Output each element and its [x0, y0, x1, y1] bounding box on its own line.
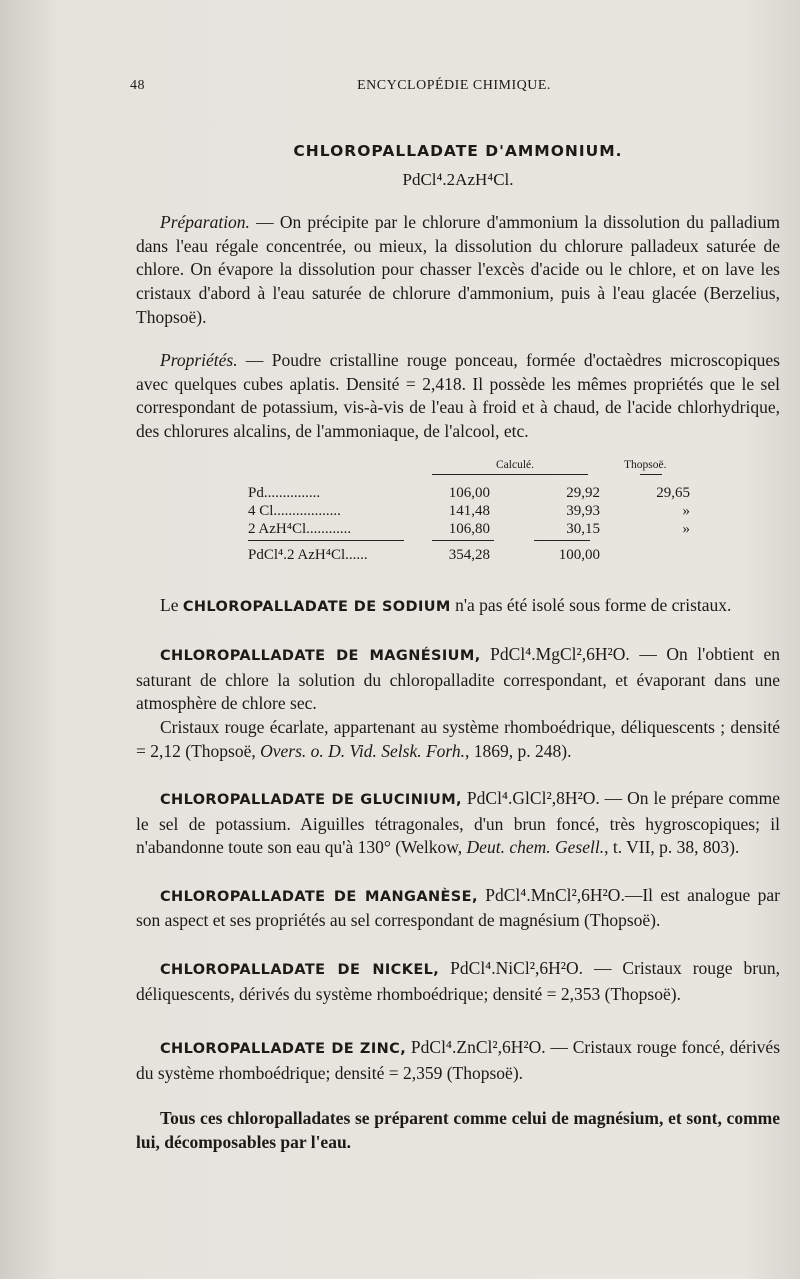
- row-found: »: [682, 520, 690, 537]
- paragraph-glucinium: [136, 787, 780, 860]
- magnesium-reference: Overs. o. D. Vid. Selsk. Forh.: [260, 740, 466, 761]
- paragraph-manganese: [136, 884, 780, 933]
- nickel-name: CHLOROPALLADATE DE NICKEL,: [160, 962, 440, 979]
- paragraph-preparation: [136, 211, 780, 329]
- row-label: Pd...............: [248, 484, 321, 501]
- paragraph-properties: [136, 349, 780, 443]
- calc-brace-rule: [432, 474, 588, 479]
- row-mass: 141,48: [448, 502, 490, 519]
- paragraph-zinc: [136, 1036, 780, 1085]
- row-found: 29,65: [656, 484, 690, 501]
- label-sum-rule: [248, 540, 404, 541]
- table-row: [248, 500, 688, 518]
- magnesium-text2a: Cristaux rouge écarlate, appartenant au système rhomboédrique, déliquescents ; densité = 2,12 (Thopsoë,: [136, 716, 780, 761]
- row-mass: 106,80: [448, 520, 490, 537]
- row-mass: 106,00: [448, 484, 490, 501]
- section-title-ammonium: CHLOROPALLADATE D'AMMONIUM.: [293, 142, 623, 160]
- sodium-text: n'a pas été isolé sous forme de cristaux.: [450, 594, 732, 615]
- paragraph-magnesium: [136, 643, 780, 716]
- magnesium-text2b: , 1869, p. 248).: [465, 740, 572, 761]
- analysis-table: [136, 454, 780, 594]
- glucinium-reference: Deut. chem. Gesell.: [466, 837, 605, 858]
- percent-sum-rule: [534, 540, 590, 541]
- thop-brace-rule: [640, 474, 662, 475]
- column-header-calcule: Calculé.: [496, 458, 534, 471]
- table-row: [248, 482, 688, 500]
- row-found: »: [682, 502, 690, 519]
- properties-text: — Poudre cristalline rouge ponceau, formée d'octaèdres microscopiques avec quelques cubes aplatis. Densité = 2,418. Il possède les mêmes propriétés que le sel correspondant de potassium, vis-à-vis de l'eau à froid et à chaud, de l'acide chlorhydrique, des chlorures alcalins, de l'ammoniaque, de l'alcool, etc.: [136, 350, 780, 441]
- row-percent: 39,93: [566, 502, 600, 519]
- page-content: [136, 140, 780, 1155]
- paragraph-conclusion: Tous ces chloropalladates se préparent comme celui de magnésium, et sont, comme lui, décomposables par l'eau.: [136, 1108, 780, 1153]
- row-label: PdCl⁴.2 AzH⁴Cl......: [248, 546, 368, 563]
- row-percent: 100,00: [558, 546, 600, 563]
- manganese-name: CHLOROPALLADATE DE MANGANÈSE,: [160, 888, 478, 905]
- magnesium-text: PdCl⁴.MgCl²,6H²O. — On l'obtient en saturant de chlore la solution du chloropalladite correspondant, et évaporant dans une atmosphère de chlore sec.: [136, 644, 780, 714]
- preparation-text: — On précipite par le chlorure d'ammonium la dissolution du palladium dans l'eau régale concentrée, ou mieux, la dissolution du chlorure palladeux saturée de chlore. On évapore la dissolution pour chasser l'excès d'acide ou le chlore, et on lave les cristaux d'abord à l'eau saturée de chlorure d'ammonium, puis à l'eau glacée (Berzelius, Thopsoë).: [136, 212, 780, 327]
- nickel-text: PdCl⁴.NiCl²,6H²O. — Cristaux rouge brun, déliquescents, dérivés du système rhomboédrique; densité = 2,353 (Thopsoë).: [136, 958, 780, 1004]
- row-percent: 30,15: [566, 520, 600, 537]
- paragraph-nickel: [136, 957, 780, 1006]
- paragraph-magnesium-2: [136, 716, 780, 763]
- row-label: 4 Cl..................: [248, 502, 341, 519]
- page-number: 48: [130, 78, 145, 93]
- ammonium-formula: PdCl⁴.2AzH⁴Cl.: [402, 169, 514, 189]
- glucinium-text-end: , t. VII, p. 38, 803).: [604, 837, 740, 858]
- sodium-prefix: Le: [160, 594, 183, 615]
- sodium-name: CHLOROPALLADATE DE SODIUM: [182, 598, 451, 615]
- zinc-name: CHLOROPALLADATE DE ZINC,: [160, 1041, 407, 1058]
- glucinium-text: PdCl⁴.GlCl²,8H²O. — On le prépare comme le sel de potassium. Aiguilles tétragonales, d'un brun foncé, très hygroscopiques; il n'abandonne toute son eau qu'à 130° (Welkow,: [136, 788, 780, 858]
- zinc-text: PdCl⁴.ZnCl²,6H²O. — Cristaux rouge foncé, dérivés du système rhomboédrique; densité = 2,359 (Thopsoë).: [136, 1037, 781, 1083]
- table-row: [248, 518, 688, 536]
- column-header-thopsoe: Thopsoë.: [624, 458, 667, 471]
- row-mass: 354,28: [448, 546, 490, 563]
- row-label: 2 AzH⁴Cl............: [248, 520, 352, 537]
- mass-sum-rule: [432, 540, 494, 541]
- magnesium-name: CHLOROPALLADATE DE MAGNÉSIUM,: [160, 648, 481, 665]
- manganese-text: PdCl⁴.MnCl²,6H²O.—Il est analogue par son aspect et ses propriétés au sel correspondant de magnésium (Thopsoë).: [136, 884, 780, 931]
- glucinium-name: CHLOROPALLADATE DE GLUCINIUM,: [160, 792, 462, 809]
- paragraph-sodium: [136, 594, 780, 620]
- preparation-label: Préparation.: [160, 212, 250, 233]
- page-header: [130, 78, 778, 100]
- table-row-total: [248, 544, 688, 562]
- row-percent: 29,92: [566, 484, 600, 501]
- properties-label: Propriétés.: [160, 350, 238, 371]
- running-title: ENCYCLOPÉDIE CHIMIQUE.: [357, 78, 551, 93]
